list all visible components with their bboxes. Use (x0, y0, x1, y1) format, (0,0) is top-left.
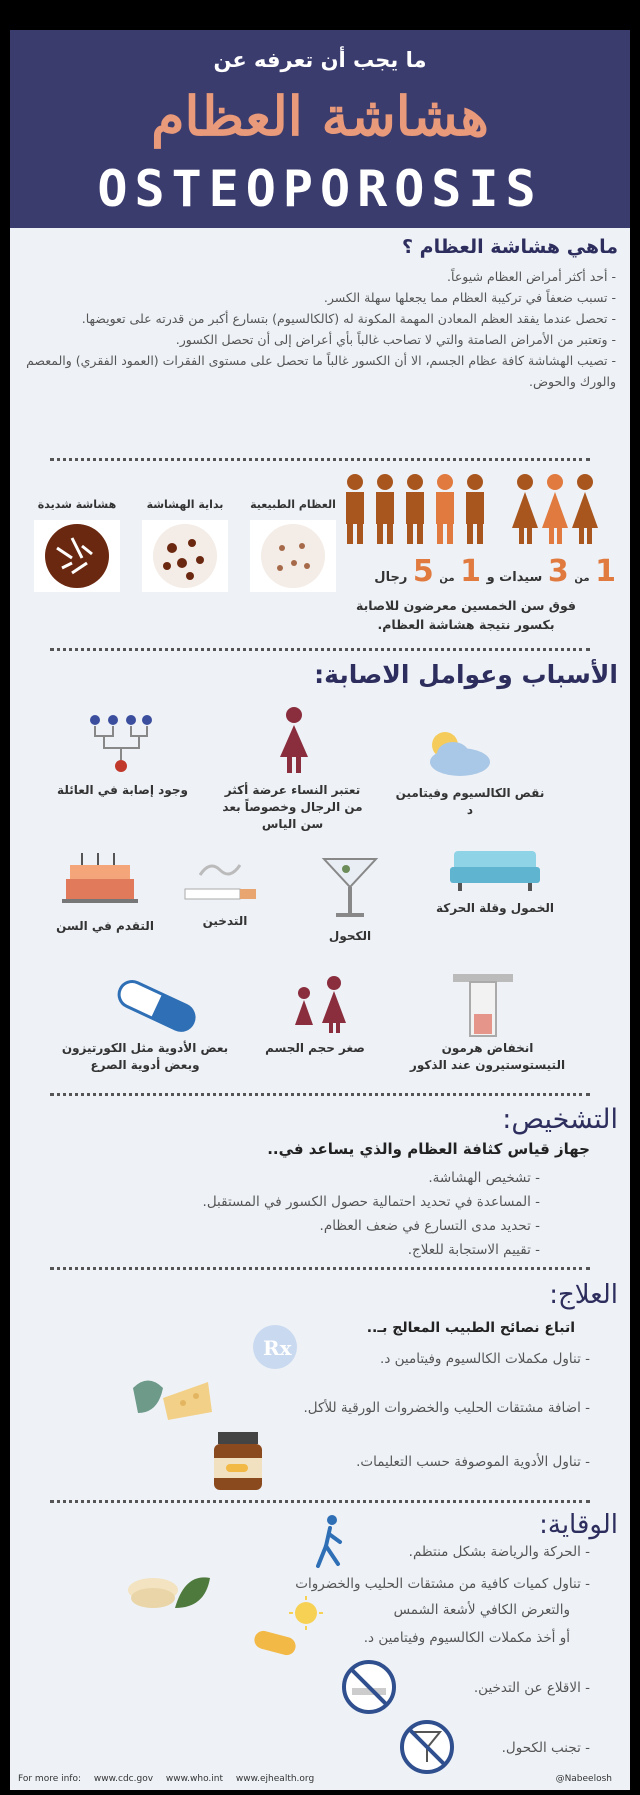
stat-from-b: من (439, 573, 455, 584)
sun-cloud-icon (415, 720, 495, 780)
prevention-item-dairy: - تناول كميات كافية من مشتقات الحليب والخضروات (295, 1576, 590, 1592)
stats-caption-line-1: فوق سن الخمسين معرضون للاصابة (356, 598, 576, 613)
treatment-item-supplements: - تناول مكملات الكالسيوم وفيتامين د. (380, 1351, 590, 1367)
title-arabic: هشاشة العظام (151, 84, 489, 148)
pill-icon (250, 1628, 300, 1658)
cause-smoking-label: التدخين (202, 914, 248, 928)
man-icon (346, 474, 424, 544)
stat-from: من (574, 573, 590, 584)
woman-icon (512, 474, 538, 544)
prevention-item-supplements: أو أخذ مكملات الكالسيوم وفيتامين د. (363, 1630, 570, 1646)
svg-text:Rx: Rx (263, 1336, 292, 1360)
infographic (10, 30, 630, 1790)
treatment-subheading: اتباع نصائح الطبيب المعالج بـ.. (366, 1320, 575, 1336)
stats-line (336, 554, 616, 589)
stat-women: سيدات و (486, 570, 543, 585)
cause-calcium-label: نقص الكالسيوم وفيتامين د (395, 786, 545, 817)
treatment-item-dairy: - اضافة مشتقات الحليب والخضروات الورقية للأكل. (303, 1400, 590, 1416)
people-figures (340, 470, 610, 550)
bone-label-severe: هشاشة شديدة (37, 498, 117, 511)
stat-one-b: 1 (460, 554, 481, 589)
diagnosis-subheading: جهاز قياس كثافة العظام والذي يساعد في.. (267, 1140, 590, 1158)
divider (50, 648, 590, 651)
severe-bone-icon (34, 520, 120, 592)
prevention-item-smoking: - الاقلاع عن التدخين. (473, 1680, 590, 1696)
cigarette-icon (180, 855, 260, 910)
walking-person-icon (310, 1512, 350, 1572)
stats-caption-line-2: بكسور نتيجة هشاشة العظام. (377, 617, 555, 632)
list-item: - تسبب ضعفاً في تركيبة العظام مما يجعلها سهلة الكسر. (323, 290, 616, 305)
cause-family-label: وجود إصابة في العائلة (57, 783, 188, 797)
footer (18, 1774, 622, 1784)
stats-caption (316, 596, 616, 634)
prevention-item-sun: والتعرض الكافي لأشعة الشمس (393, 1602, 570, 1618)
dairy-greens-icon (125, 1568, 215, 1623)
list-item: - تحصل عندما يفقد العظم المعادن المهمة المكونة له (كالكالسيوم) بتسارع أكبر من قدرته على تعويضها. (81, 311, 616, 326)
no-alcohol-icon (398, 1718, 456, 1776)
prevention-item-alcohol: - تجنب الكحول. (501, 1740, 590, 1756)
footer-handle: @Nabeelosh (555, 1774, 612, 1784)
small-body-icon (292, 975, 352, 1035)
normal-bone-icon (250, 520, 336, 592)
family-tree-icon (85, 710, 155, 780)
cause-age-label: التقدم في السن (56, 919, 154, 933)
footer-info-label: For more info: (18, 1774, 82, 1784)
footer-link-who[interactable]: www.who.int (165, 1774, 224, 1784)
cause-testosterone-label: انخفاض هرمون التيستوستيرون عند الذكور (409, 1041, 566, 1072)
diagnosis-list (24, 1166, 540, 1262)
test-tube-icon (448, 970, 518, 1040)
causes-heading: الأسباب وعوامل الاصابة: (314, 660, 618, 689)
list-item: - تشخيص الهشاشة. (428, 1170, 540, 1186)
divider (50, 1500, 590, 1503)
cocktail-glass-icon (320, 855, 380, 925)
cause-alcohol-label: الكحول (328, 929, 372, 943)
list-item: - أحد أكثر أمراض العظام شيوعاً. (447, 269, 616, 284)
list-item: - وتعتبر من الأمراض الصامتة والتي لا تصاحب غالباً بأي أعراض إلى أن تحصل الكسور. (175, 332, 616, 347)
what-is-heading: ماهي هشاشة العظام ؟ (402, 236, 618, 258)
footer-link-ejhealth[interactable]: www.ejhealth.org (235, 1774, 315, 1784)
list-item: - تحديد مدى التسارع في ضعف العظام. (319, 1218, 540, 1234)
rx-icon (250, 1322, 300, 1372)
man-highlight-icon (436, 474, 454, 544)
medicine-bottle-icon (210, 1430, 266, 1492)
bone-density-icons (32, 518, 342, 598)
stat-one: 1 (595, 554, 616, 589)
stat-men: رجال (374, 570, 408, 585)
no-smoking-icon (340, 1658, 398, 1716)
list-item: - تقييم الاستجابة للعلاج. (407, 1242, 540, 1258)
divider (50, 458, 590, 461)
woman-highlight-icon (542, 474, 568, 544)
what-is-list (24, 266, 616, 392)
title-english: OSTEOPOROSIS (97, 160, 543, 218)
treatment-item-medication: - تناول الأدوية الموصوفة حسب التعليمات. (356, 1454, 590, 1470)
diagnosis-heading: التشخيص: (502, 1104, 618, 1135)
cake-icon (60, 845, 140, 915)
prevention-heading: الوقاية: (539, 1510, 618, 1540)
cause-women-label: تعتبر النساء عرضة أكثر من الرجال وخصوصاً بعد سن الياس (222, 783, 363, 831)
treatment-heading: العلاج: (549, 1280, 618, 1310)
list-item: - المساعدة في تحديد احتمالية حصول الكسور في المستقبل. (202, 1194, 540, 1210)
cheese-greens-icon (128, 1368, 218, 1428)
sun-icon (288, 1595, 324, 1631)
capsule-icon (112, 975, 202, 1035)
early-bone-icon (142, 520, 228, 592)
divider (50, 1093, 590, 1096)
cause-inactivity-label: الخمول وقلة الحركة (435, 901, 555, 915)
divider (50, 1267, 590, 1270)
cause-medication-label: بعض الأدوية مثل الكورتيزون وبعض أدوية الصرع (61, 1041, 229, 1072)
header-banner (10, 30, 630, 228)
pre-title: ما يجب أن تعرفه عن (213, 48, 427, 72)
cause-body-size-label: صغر حجم الجسم (265, 1041, 365, 1055)
bone-label-early: بداية الهشاشة (146, 498, 224, 511)
stat-three: 3 (547, 554, 569, 589)
list-item: - تصيب الهشاشة كافة عظام الجسم، الا أن الكسور غالباً ما تحصل على مستوى الفقرات (العمود الفقري) والمعصم والورك والحوض. (26, 353, 616, 389)
sofa-icon (450, 845, 540, 895)
prevention-item-exercise: - الحركة والرياضة بشكل منتظم. (408, 1544, 590, 1560)
woman-icon (274, 705, 314, 775)
stat-five: 5 (412, 554, 434, 589)
footer-link-cdc[interactable]: www.cdc.gov (93, 1774, 154, 1784)
bone-label-normal: العظام الطبيعية (250, 498, 336, 511)
